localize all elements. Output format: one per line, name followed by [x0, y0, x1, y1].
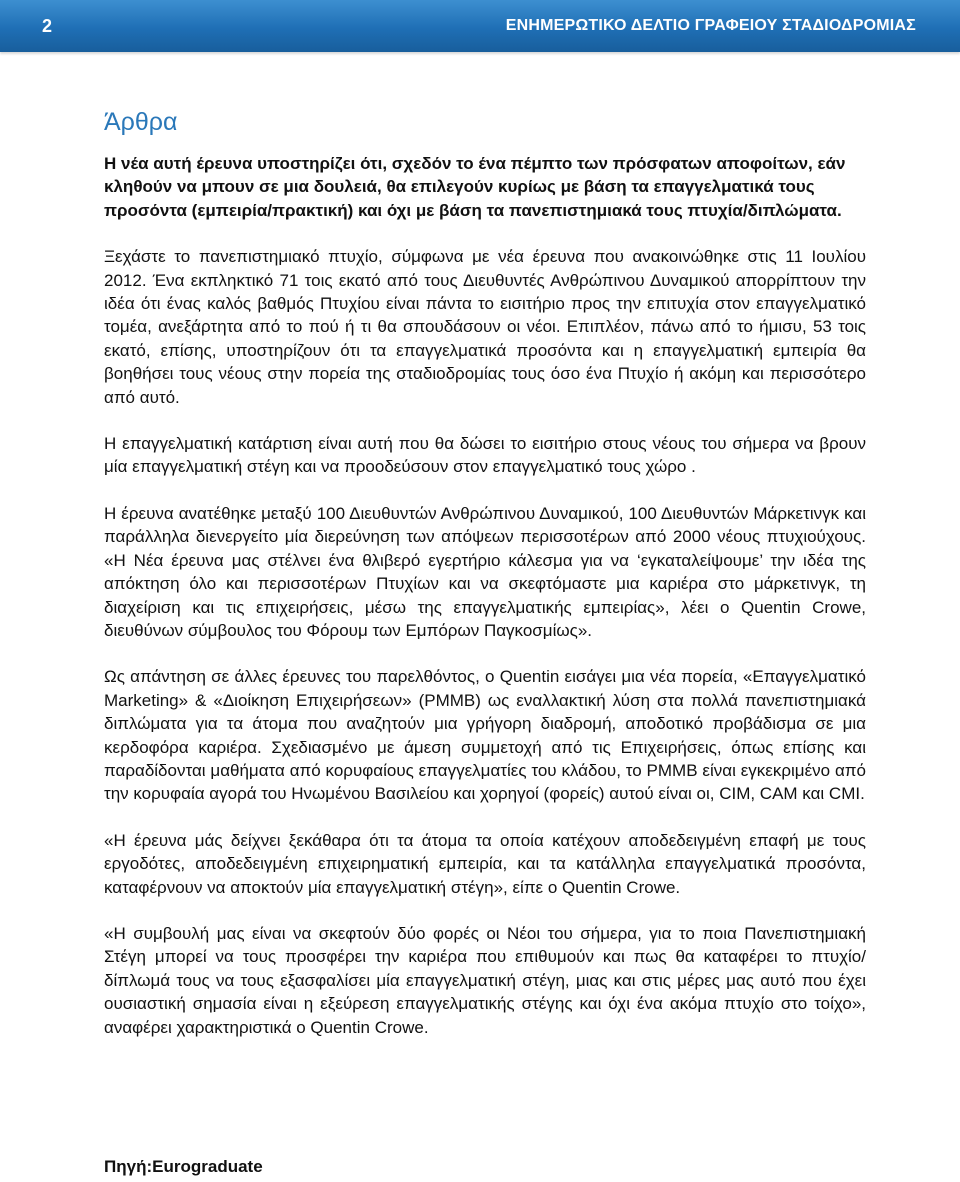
header-bar: [0, 0, 960, 52]
article-paragraph: Η επαγγελματική κατάρτιση είναι αυτή που θα δώσει το εισιτήριο στους νέους του σήμερα να βρουν μία επαγγελματική στέγη και να προοδεύσουν στον επαγγελματικό τους χώρο .: [104, 434, 866, 477]
article-paragraph: Ως απάντηση σε άλλες έρευνες του παρελθόντος, ο Quentin εισάγει μια νέα πορεία, «Επαγγελματικό Marketing» & «Διοίκηση Επιχειρήσεων» (PMMB) ως εναλλακτική λύση στα πολλά πανεπιστημιακά διπλώματα για τα άτομα που αναζητούν μια γρήγορη διαδρομή, αποδοτικό προβάδισμα σε μια κερδοφόρα καριέρα. Σχεδιασμένο με άμεση συμμετοχή από τις Επιχειρήσεις, όπως επίσης και παραδίδονται μαθήματα από κορυφαίους επαγγελματίες του κλάδου, το PMMB είναι εγκεκριμένο από την κορυφαία αγορά του Ηνωμένου Βασιλείου και χορηγοί (φορείς) αυτού είναι οι, CIM, CAM και CMI.: [104, 667, 866, 804]
article-paragraph: Ξεχάστε το πανεπιστημιακό πτυχίο, σύμφωνα με νέα έρευνα που ανακοινώθηκε στις 11 Ιουλίου 2012. Ένα εκπληκτικό 71 τοις εκατό από τους Διευθυντές Ανθρώπινου Δυναμικού απορρίπτουν την ιδέα ότι ένας καλός βαθμός Πτυχίου είναι πάντα το εισιτήριο προς την επιτυχία στον επαγγελματικό τομέα, ανεξάρτητα από το πού ή τι θα σπουδάσουν οι νέοι. Επιπλέον, πάνω από το ήμισυ, 53 τοις εκατό, επίσης, υποστηρίζουν ότι τα επαγγελματικά προσόντα και η επαγγελματική εμπειρία θα βοηθήσει τους νέους στην πορεία της σταδιοδρομίας τους όσο ένα Πτυχίο ή ακόμη και περισσότερο από αυτό.: [104, 247, 866, 407]
article-paragraph: Η έρευνα ανατέθηκε μεταξύ 100 Διευθυντών Ανθρώπινου Δυναμικού, 100 Διευθυντών Μάρκετινγκ και παράλληλα διενεργείτο μία διερεύνηση των απόψεων περισσοτέρων από 2000 νέους πτυχιούχους. «Η Νέα έρευνα μας στέλνει ένα θλιβερό εγερτήριο κάλεσμα για να ‘εγκαταλείψουμε’ την ιδέα της απόκτηση όλο και περισσοτέρων Πτυχίων και να σκεφτόμαστε μια καριέρα στο μάρκετινγκ, τη διαχείριση και τις επιχειρήσεις, μέσω της επαγγελματικής εμπειρίας», λέει ο Quentin Crowe, διευθύνων σύμβουλος του Φόρουμ των Εμπόρων Παγκοσμίως».: [104, 503, 866, 640]
page-number: 2: [42, 16, 53, 36]
section-title: Άρθρα: [104, 108, 178, 136]
article-paragraph: «Η έρευνα μάς δείχνει ξεκάθαρα ότι τα άτομα τα οποία κατέχουν αποδεδειγμένη επαφή με τους εργοδότες, αποδεδειγμένη επιχειρηματική εμπειρία, και τα κατάλληλα επαγγελματικά προσόντα, καταφέρνουν να αποκτούν μία επαγγελματική στέγη», είπε ο Quentin Crowe.: [104, 830, 866, 897]
article-body: [104, 152, 866, 1062]
article-source: Πηγή:Eurograduate: [104, 1157, 263, 1176]
article-intro: Η νέα αυτή έρευνα υποστηρίζει ότι, σχεδόν το ένα πέμπτο των πρόσφατων αποφοίτων, εάν κληθούν να μπουν σε μια δουλειά, θα επιλεγούν κυρίως με βάση τα επαγγελματικά τους προσόντα (εμπειρία/πρακτική) και όχι με βάση τα πανεπιστημιακά τους πτυχία/διπλώματα.: [104, 154, 846, 220]
newsletter-title: ΕΝΗΜΕΡΩΤΙΚΟ ΔΕΛΤΙΟ ΓΡΑΦΕΙΟΥ ΣΤΑΔΙΟΔΡΟΜΙΑΣ: [505, 17, 916, 34]
article-paragraph: «Η συμβουλή μας είναι να σκεφτούν δύο φορές οι Νέοι του σήμερα, για το ποια Πανεπιστημιακή Στέγη μπορεί να τους προσφέρει την καριέρα που επιθυμούν και πως θα καταφέρει το πτυχίο/δίπλωμά τους να τους εξασφαλίσει μία επαγγελματική στέγη, μιας και στις μέρες μας αυτό που έχει ουσιαστική σημασία είναι η εξεύρεση επαγγελματικής στέγης και όχι ένα ακόμα πτυχίο στο τοίχο», αναφέρει χαρακτηριστικά ο Quentin Crowe.: [104, 923, 866, 1037]
